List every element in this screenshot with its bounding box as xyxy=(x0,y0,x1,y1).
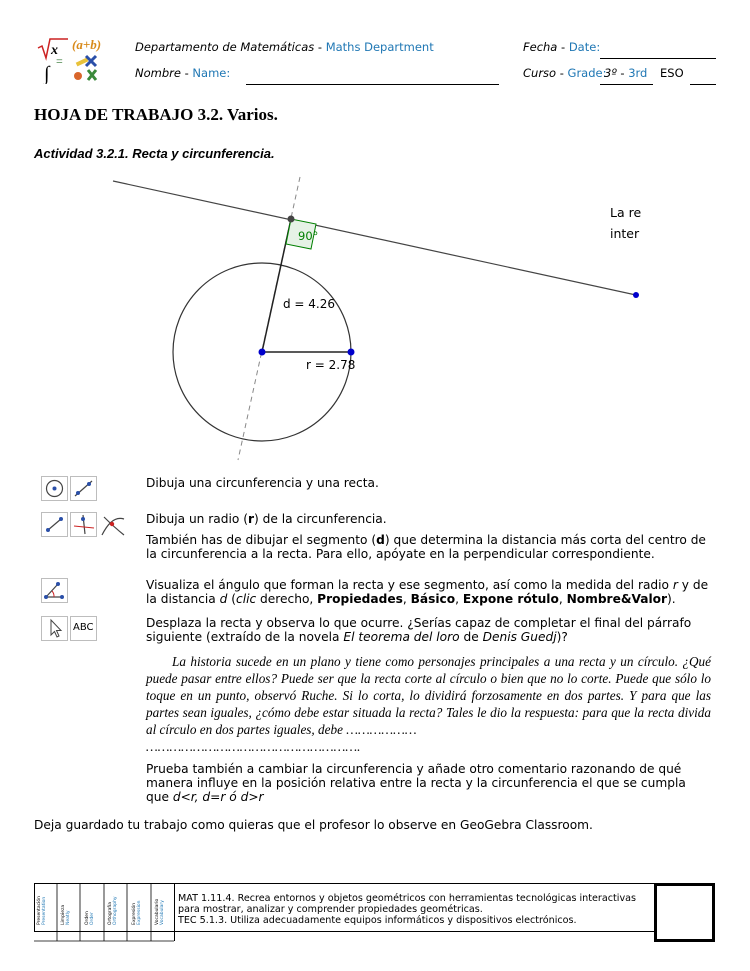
footer-col6-es: Vocabulario xyxy=(155,898,160,925)
circle-tool-button[interactable] xyxy=(41,476,68,501)
step-2-text-a: Dibuja un radio ( xyxy=(146,512,248,526)
side-text-2: inter xyxy=(610,226,640,241)
course-field[interactable] xyxy=(600,84,653,85)
course-en: Grade: xyxy=(567,66,607,80)
side-text-1: La re xyxy=(610,205,642,220)
distance-label: d = 4.26 xyxy=(283,297,336,311)
step-4-sep-1: , xyxy=(402,592,411,606)
footer-col2-en: Neatly xyxy=(66,910,71,925)
footer-col-presentation xyxy=(37,896,47,925)
step-3 xyxy=(146,533,711,561)
step-4-bold-4: Nombre&Valor xyxy=(566,592,668,606)
perpendicular-tool-button[interactable] xyxy=(70,512,97,537)
department-en: Maths Department xyxy=(325,40,434,54)
svg-text:∫: ∫ xyxy=(44,63,50,84)
quote-dots: ………………………………………………. xyxy=(146,739,361,754)
segment-icon xyxy=(42,513,67,536)
name-label xyxy=(135,66,230,80)
course-es: Curso xyxy=(523,66,557,80)
course-value-sep: - xyxy=(616,66,629,80)
step-4-bold-3: Expone rótulo xyxy=(462,592,559,606)
step-2 xyxy=(146,512,711,526)
step-5-text-b: de xyxy=(459,630,483,644)
footer-line-1: MAT 1.11.4. Recrea entornos y objetos geométricos con herramientas tecnológicas interactivas xyxy=(178,893,636,904)
svg-text:=: = xyxy=(56,54,63,68)
name-en: Name: xyxy=(192,66,231,80)
footer-col1-en: Presentation xyxy=(42,896,47,925)
department-label xyxy=(135,40,434,54)
course-value xyxy=(604,66,647,80)
course-value-es: 3º xyxy=(604,66,617,80)
course-label xyxy=(523,66,606,80)
step-6-conditions: d<r, d=r ó d>r xyxy=(172,790,264,804)
angle-label: 90° xyxy=(298,229,319,243)
footer-col3-es: Orden xyxy=(85,911,90,925)
footer-col-expression xyxy=(132,901,142,925)
abc-label: ABC xyxy=(73,622,94,633)
footer-col2-es: Limpieza xyxy=(61,904,66,925)
step-5-book: El teorema del loro xyxy=(343,630,460,644)
footer-col5-en: Expression xyxy=(137,900,142,925)
radius-point xyxy=(348,349,355,356)
date-field[interactable] xyxy=(600,58,716,59)
step-4-text-f: ). xyxy=(667,592,676,606)
angle-icon xyxy=(42,579,67,602)
novel-quote-text: La historia sucede en un plano y tiene como personajes principales a una recta y un círculo. ¿Qué puede pasar entre ellos? Puede ser que la recta corte al círculo o bien que no lo corte. Puede que sólo lo toque en un punto, observó Ruche. Si lo corta, lo dividirá forzosamente en dos partes. Y para que las partes sean iguales, ¿cómo debe estar situada la recta? Tales le dio la respuesta: para que la recta divida al círculo en dos partes iguales, debe ……………… xyxy=(146,654,711,737)
page-title: HOJA DE TRABAJO 3.2. Varios. xyxy=(34,105,278,124)
date-label xyxy=(523,40,600,54)
circle-center-icon xyxy=(42,477,67,500)
step-4-sep-2: , xyxy=(455,592,463,606)
step-4-d: d xyxy=(219,592,228,606)
tangent-line xyxy=(113,181,636,295)
footer-col-vocabulary xyxy=(155,899,165,925)
department-es: Departamento de Matemáticas xyxy=(135,40,315,54)
step-4-clic: clic xyxy=(236,592,257,606)
course-sep: - xyxy=(556,66,568,80)
course-value-en: 3rd xyxy=(628,66,648,80)
footer-line-3: TEC 5.1.3. Utiliza adecuadamente equipos informáticos y dispositivos electrónicos. xyxy=(178,915,577,926)
step-4-text-e: derecho, xyxy=(256,592,318,606)
intersect-icon xyxy=(100,513,125,536)
step-6 xyxy=(146,762,711,804)
level-field[interactable] xyxy=(690,84,716,85)
step-1: Dibuja una circunferencia y una recta. xyxy=(146,476,379,490)
text-tool-button[interactable] xyxy=(70,616,97,641)
line-end-point xyxy=(633,292,639,298)
department-sep: - xyxy=(314,40,326,54)
footer-col3-en: Order xyxy=(90,912,95,925)
novel-quote xyxy=(146,653,711,738)
step-5-text-c: )? xyxy=(556,630,568,644)
step-4-bold-2: Básico xyxy=(410,592,456,606)
footer-col-orthography xyxy=(108,896,118,925)
level-label: ESO xyxy=(660,66,684,80)
angle-tool-button[interactable] xyxy=(41,578,68,603)
logo-formula: (a+b) xyxy=(72,37,102,52)
step-6-text-a: Prueba también a cambiar la circunferencia y añade otro comentario razonando de qué manera influye en la posición relativa entre la recta y la circunferencia el que se cumpla que xyxy=(146,762,686,804)
date-es: Fecha xyxy=(523,40,558,54)
evaluation-footer xyxy=(34,883,716,943)
date-en: Date: xyxy=(568,40,601,54)
footer-col1-es: Presentación xyxy=(37,896,42,925)
intersect-tool-button[interactable] xyxy=(99,512,126,537)
step-5-author: Denis Guedj xyxy=(482,630,557,644)
name-field[interactable] xyxy=(246,84,499,85)
step-3-text-a: También has de dibujar el segmento ( xyxy=(146,533,377,547)
step-4-bold-1: Propiedades xyxy=(317,592,403,606)
step-3-bold: d xyxy=(376,533,385,547)
line-tool-button[interactable] xyxy=(70,476,97,501)
svg-text:x: x xyxy=(51,43,58,58)
footer-col-order xyxy=(85,911,95,925)
center-point xyxy=(259,349,266,356)
line-icon xyxy=(71,477,96,500)
foot-point xyxy=(288,216,295,223)
footer-col4-en: Orthography xyxy=(113,896,118,925)
step-4-sep-3: , xyxy=(558,592,567,606)
move-tool-button[interactable] xyxy=(41,616,68,641)
closing-instruction: Deja guardado tu trabajo como quieras que el profesor lo observe en GeoGebra Classroom. xyxy=(34,818,593,832)
step-4-text-a: Visualiza el ángulo que forman la recta y ese segmento, así como la medida del radio xyxy=(146,578,673,592)
date-sep: - xyxy=(557,40,569,54)
name-es: Nombre xyxy=(135,66,181,80)
footer-competences xyxy=(178,893,652,926)
step-2-text-c: ) de la circunferencia. xyxy=(254,512,387,526)
activity-title: Actividad 3.2.1. Recta y circunferencia. xyxy=(34,146,275,161)
name-sep: - xyxy=(180,66,193,80)
radius-label: r = 2.78 xyxy=(306,358,356,372)
step-4-text-c: ( xyxy=(227,592,236,606)
footer-col4-es: Ortografía xyxy=(108,902,113,925)
segment-tool-button[interactable] xyxy=(41,512,68,537)
step-2-bold: r xyxy=(247,512,254,526)
footer-col6-en: Vocabulary xyxy=(160,900,165,925)
step-3-text-c: ) que determina la distancia más corta del centro de la circunferencia a la recta. Para ello, apóyate en la perpendicular correspondiente. xyxy=(146,533,706,561)
footer-col-neatly xyxy=(61,905,71,925)
perpendicular-icon xyxy=(71,513,96,536)
step-4 xyxy=(146,578,711,606)
cursor-arrow-icon xyxy=(42,617,67,640)
footer-col5-es: Expresión xyxy=(132,902,137,925)
step-4-text-b: y de la distancia xyxy=(146,578,709,606)
step-5-text-a: Desplaza la recta y observa lo que ocurre. ¿Serías capaz de completar el final del párrafo siguiente (extraído de la novela xyxy=(146,616,692,644)
step-4-r: r xyxy=(672,578,678,592)
step-5 xyxy=(146,616,711,644)
footer-line-2: para mostrar, analizar y comprender propiedades geométricas. xyxy=(178,904,483,915)
